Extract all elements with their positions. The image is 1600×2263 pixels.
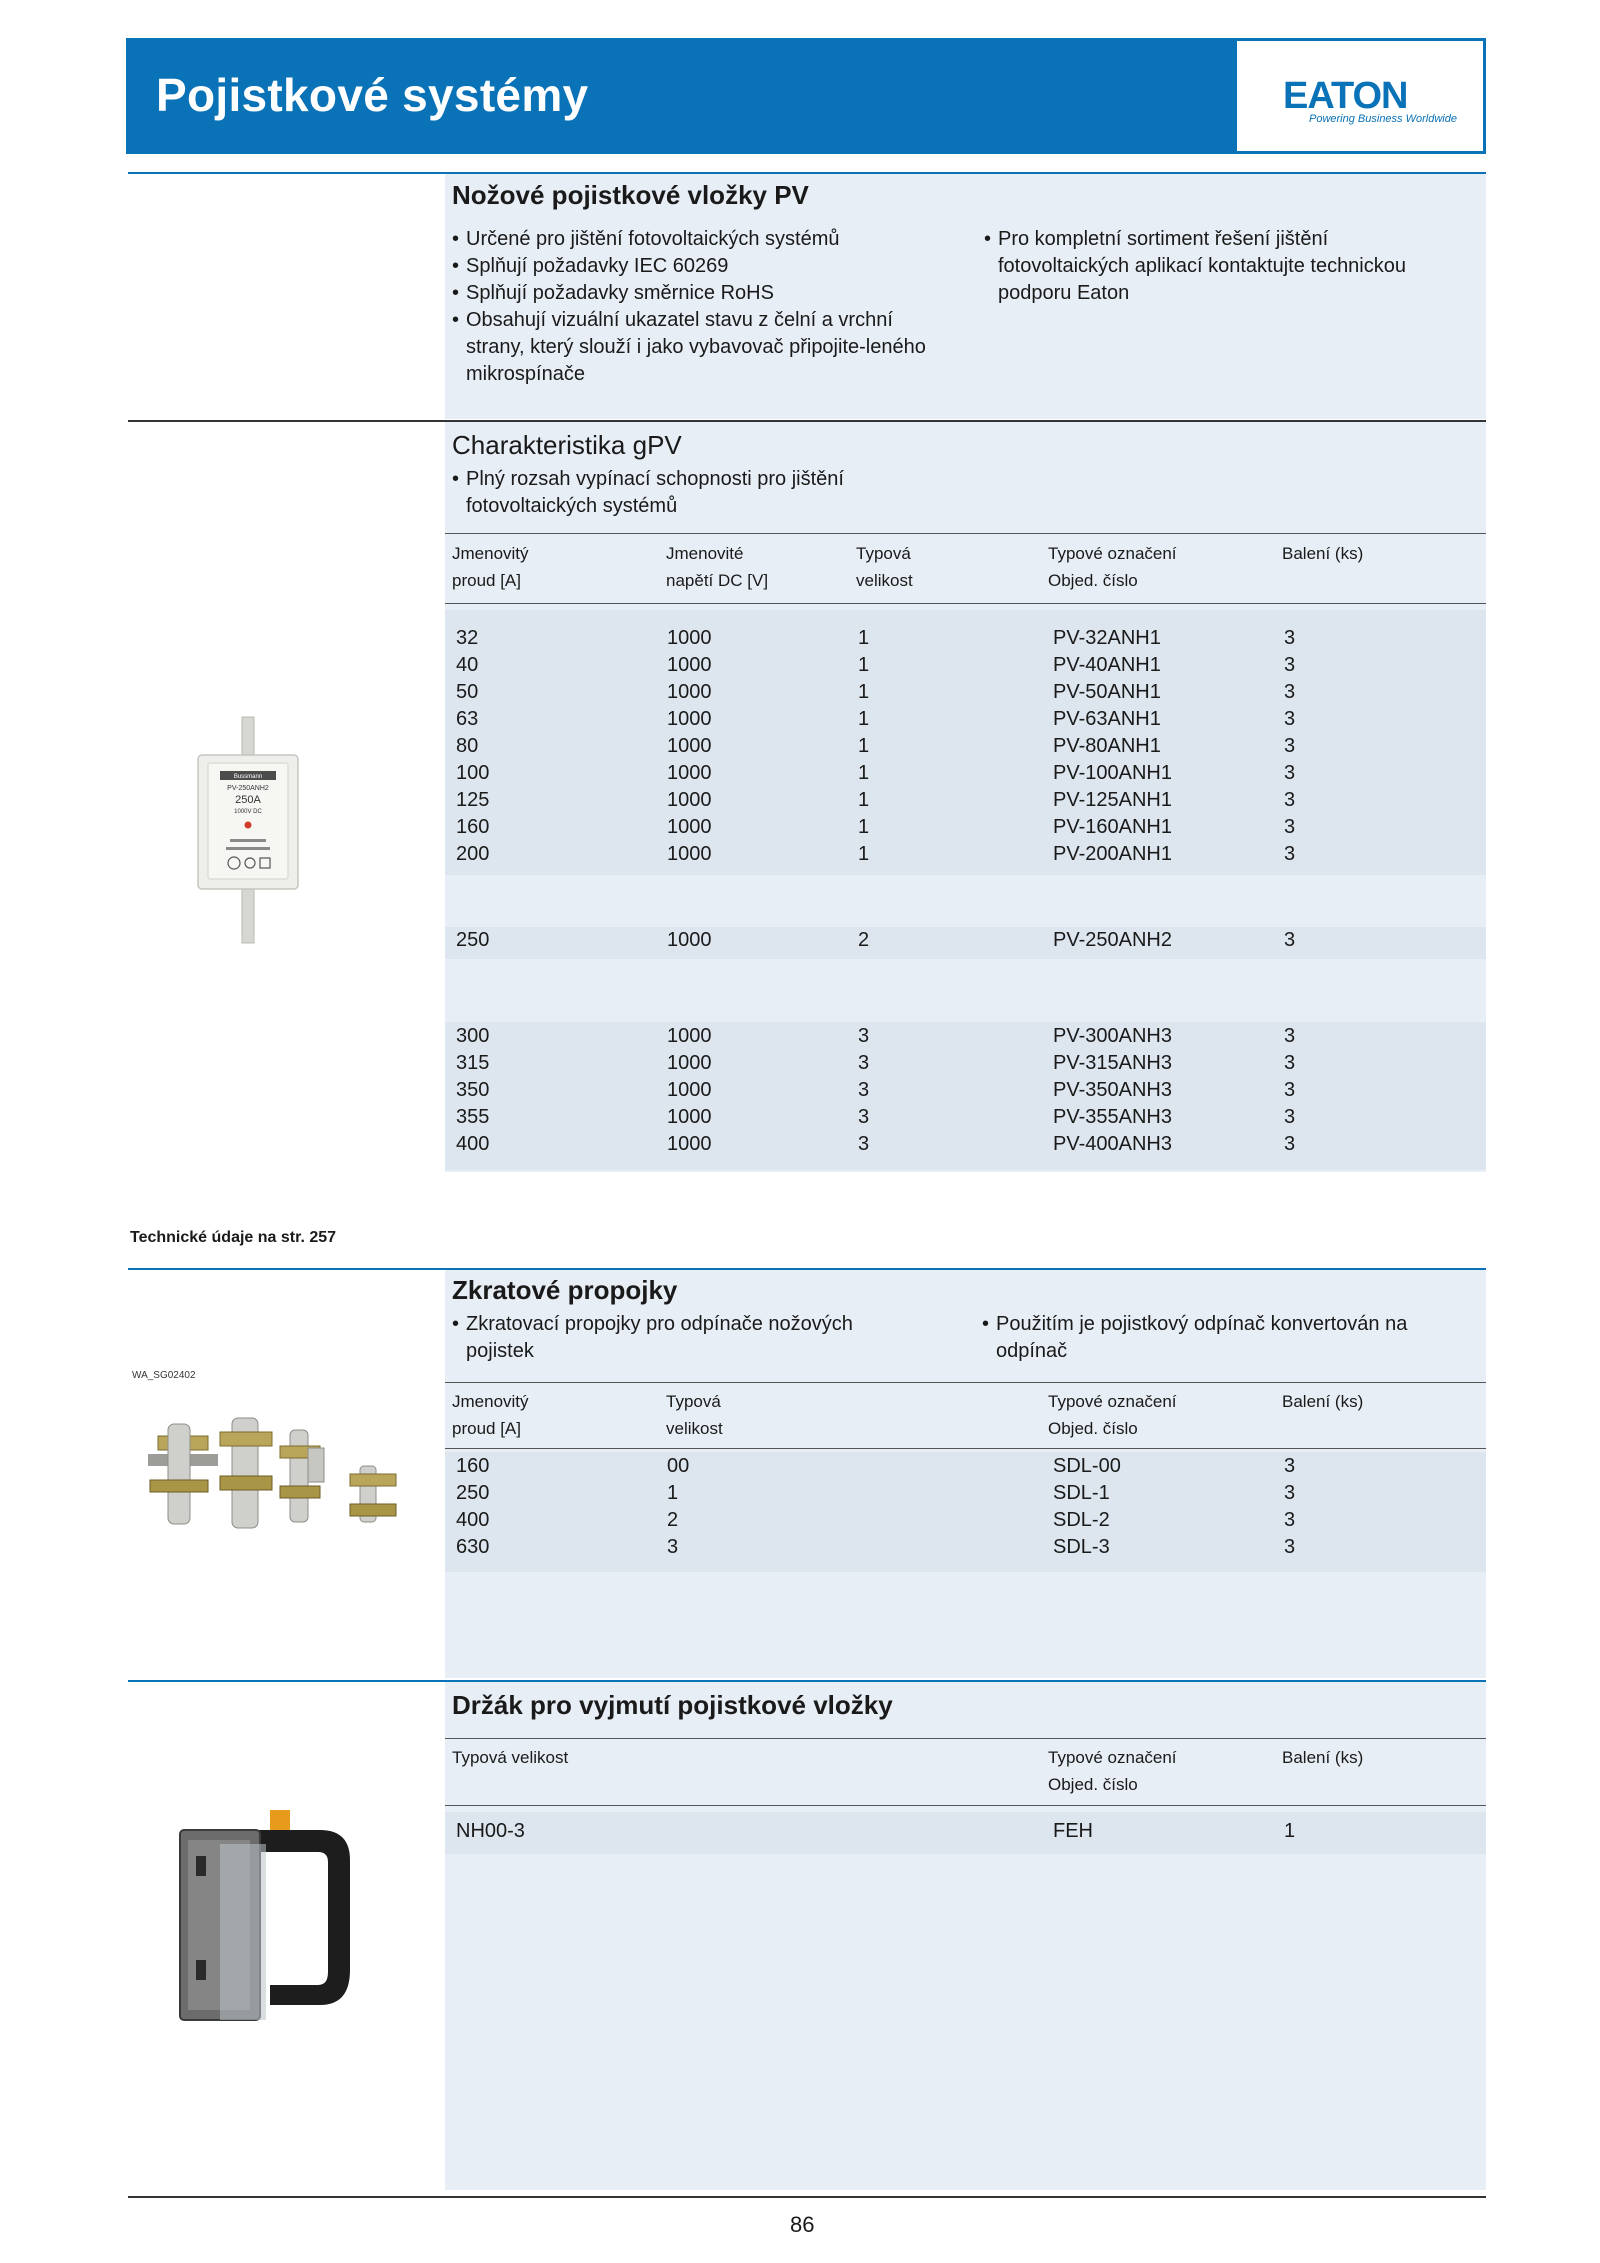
table-cell: 3 (1284, 1133, 1296, 1155)
table-cell: 1 (1284, 1820, 1296, 1842)
table-cell: SDL-00 (1053, 1455, 1121, 1477)
table-cell: 1 (667, 1482, 679, 1504)
table-header-rule (445, 1805, 1486, 1806)
section3-bullets-left (450, 1311, 910, 1365)
col-header: velikost (666, 1419, 723, 1438)
table-cell: 3 (667, 1536, 679, 1558)
table-cell: NH00-3 (456, 1820, 525, 1842)
table-header-rule (445, 1448, 1486, 1449)
table-cell: 3 (1284, 762, 1296, 784)
table-cell: 3 (1284, 1509, 1296, 1531)
table-cell: PV-40ANH1 (1053, 654, 1161, 676)
table-cell: 1 (858, 843, 870, 865)
table-cell: 3 (1284, 1106, 1296, 1128)
col-header: Jmenovitý (452, 1392, 529, 1411)
table-top-rule (445, 533, 1486, 534)
table-cell: 3 (1284, 1482, 1296, 1504)
col-header: proud [A] (452, 1419, 521, 1438)
col-header: Jmenovitý (452, 544, 529, 563)
table-cell: 63 (456, 708, 479, 730)
table-cell: 400 (456, 1133, 490, 1155)
table-cell: SDL-2 (1053, 1509, 1110, 1531)
table-row (0, 1052, 1600, 1079)
table-cell: 3 (1284, 1052, 1296, 1074)
section3-title: Zkratové propojky (452, 1275, 678, 1305)
table-cell: 125 (456, 789, 490, 811)
table-cell: 3 (1284, 1536, 1296, 1558)
table-cell: PV-63ANH1 (1053, 708, 1161, 730)
page-header (126, 38, 1486, 154)
col-header: Typové označení (1048, 544, 1177, 563)
table-cell: 350 (456, 1079, 490, 1101)
bullet-item: • Pro kompletní sortiment řešení jištění fotovoltaických aplikací kontaktujte technickou podporu Eaton (982, 226, 1462, 307)
table-cell: 40 (456, 654, 479, 676)
technical-data-note: Technické údaje na str. 257 (130, 1229, 337, 1246)
table-cell: 315 (456, 1052, 490, 1074)
table-cell: 3 (858, 1052, 870, 1074)
table-cell: 1000 (667, 681, 712, 703)
table-cell: PV-50ANH1 (1053, 681, 1161, 703)
table-cell: 1000 (667, 708, 712, 730)
table-row (0, 627, 1600, 654)
table-cell: 1000 (667, 816, 712, 838)
col-header: Objed. číslo (1048, 1775, 1138, 1794)
table-row (0, 1079, 1600, 1106)
table-cell: PV-355ANH3 (1053, 1106, 1172, 1128)
table-cell: PV-350ANH3 (1053, 1079, 1172, 1101)
footer-rule (128, 2196, 1486, 2198)
table-row (0, 1133, 1600, 1160)
table-cell: 3 (858, 1133, 870, 1155)
table-cell: PV-250ANH2 (1053, 929, 1172, 951)
fuse-voltage: 1000V DC (234, 809, 262, 815)
image-code: WA_SG02402 (132, 1370, 196, 1381)
bullet-item: • Použitím je pojistkový odpínač konvertován na odpínač (980, 1311, 1460, 1365)
section1-bullets-left (450, 226, 950, 388)
table-cell: PV-200ANH1 (1053, 843, 1172, 865)
table-cell: 3 (858, 1106, 870, 1128)
table-cell: 3 (1284, 708, 1296, 730)
col-header: Typové označení (1048, 1392, 1177, 1411)
section1-title: Nožové pojistkové vložky PV (452, 180, 809, 210)
table-cell: 3 (1284, 1455, 1296, 1477)
table-cell: 300 (456, 1025, 490, 1047)
table-cell: 1 (858, 654, 870, 676)
table-cell: 1000 (667, 654, 712, 676)
section2-title: Charakteristika gPV (452, 430, 682, 460)
table-cell: PV-80ANH1 (1053, 735, 1161, 757)
table-cell: 1000 (667, 762, 712, 784)
col-header: Typová velikost (452, 1748, 569, 1767)
table-cell: 250 (456, 929, 490, 951)
bullet-item: • Určené pro jištění fotovoltaických systémů (450, 226, 950, 253)
table-cell: FEH (1053, 1820, 1093, 1842)
col-header: Typová (666, 1392, 721, 1411)
table-top-rule (445, 1382, 1486, 1383)
table-cell: 1000 (667, 735, 712, 757)
section3-bullets-right (980, 1311, 1460, 1365)
table-cell: SDL-1 (1053, 1482, 1110, 1504)
page-number: 86 (790, 2212, 815, 2237)
table-cell: SDL-3 (1053, 1536, 1110, 1558)
col-header: Typové označení (1048, 1748, 1177, 1767)
table-cell: 160 (456, 1455, 490, 1477)
table-row (0, 1025, 1600, 1052)
section2-bullets (450, 466, 910, 520)
table-cell: 1000 (667, 1133, 712, 1155)
fuse-brand: Bussmann (233, 774, 263, 780)
fuse-model: PV-250ANH2 (227, 785, 269, 792)
fuse-puller-image (170, 1800, 350, 2040)
table-cell: 3 (858, 1079, 870, 1101)
table-cell: PV-125ANH1 (1053, 789, 1172, 811)
table-row (0, 681, 1600, 708)
table-cell: PV-160ANH1 (1053, 816, 1172, 838)
fuse-current: 250A (235, 794, 261, 806)
table-cell: 3 (1284, 789, 1296, 811)
table-cell: 3 (858, 1025, 870, 1047)
col-header: Balení (ks) (1282, 1748, 1364, 1767)
table-cell: 1 (858, 789, 870, 811)
table-cell: PV-300ANH3 (1053, 1025, 1172, 1047)
logo-wordmark: EATON (1283, 75, 1408, 117)
table-cell: 1 (858, 681, 870, 703)
table-cell: 3 (1284, 735, 1296, 757)
table-header-rule (445, 603, 1486, 604)
table-cell: 355 (456, 1106, 490, 1128)
col-header: proud [A] (452, 571, 521, 590)
col-header: Balení (ks) (1282, 544, 1364, 563)
bullet-item: • Splňují požadavky směrnice RoHS (450, 280, 950, 307)
bullet-item: • Plný rozsah vypínací schopnosti pro jištění fotovoltaických systémů (450, 466, 910, 520)
busbar-links-image (140, 1410, 440, 1540)
table-cell: 1000 (667, 929, 712, 951)
col-header: Jmenovité (666, 544, 744, 563)
table-cell: 1 (858, 708, 870, 730)
fuse-indicator (245, 822, 252, 829)
table-row (0, 1536, 1600, 1563)
col-header: napětí DC [V] (666, 571, 769, 590)
table-cell: 3 (1284, 681, 1296, 703)
table-top-rule (445, 1738, 1486, 1739)
table-cell: 1 (858, 735, 870, 757)
table-cell: 1000 (667, 627, 712, 649)
table-cell: 32 (456, 627, 479, 649)
table-cell: 3 (1284, 1079, 1296, 1101)
col-header: Balení (ks) (1282, 1392, 1364, 1411)
table-cell: 100 (456, 762, 490, 784)
table-cell: 50 (456, 681, 479, 703)
table-cell: 1000 (667, 1106, 712, 1128)
table-cell: 3 (1284, 929, 1296, 951)
table-cell: 200 (456, 843, 490, 865)
table-cell: PV-100ANH1 (1053, 762, 1172, 784)
table-cell: 2 (667, 1509, 679, 1531)
table-cell: 1000 (667, 1079, 712, 1101)
bullet-item: • Splňují požadavky IEC 60269 (450, 253, 950, 280)
table-cell: 400 (456, 1509, 490, 1531)
table-cell: 3 (1284, 627, 1296, 649)
table-cell: 3 (1284, 654, 1296, 676)
col-header: Typová (856, 544, 911, 563)
table-cell: 1 (858, 816, 870, 838)
page-title: Pojistkové systémy (156, 69, 589, 121)
section4-title: Držák pro vyjmutí pojistkové vložky (452, 1690, 893, 1720)
bullet-item: • Zkratovací propojky pro odpínače nožových pojistek (450, 1311, 910, 1365)
eaton-logo (1237, 41, 1483, 151)
table-cell: 1000 (667, 843, 712, 865)
table-row (0, 1106, 1600, 1133)
bullet-item: • Obsahují vizuální ukazatel stavu z čelní a vrchní strany, který slouží i jako vybavovač připojite-leného mikrospínače (450, 307, 950, 388)
table-cell: 1 (858, 627, 870, 649)
table-cell: 1000 (667, 789, 712, 811)
col-header: Objed. číslo (1048, 1419, 1138, 1438)
fuse-image (190, 715, 310, 945)
table-cell: PV-400ANH3 (1053, 1133, 1172, 1155)
table-cell: 1000 (667, 1052, 712, 1074)
table-cell: 00 (667, 1455, 690, 1477)
table-cell: 630 (456, 1536, 490, 1558)
table-cell: 160 (456, 816, 490, 838)
table-cell: 1000 (667, 1025, 712, 1047)
logo-tagline: Powering Business Worldwide (1309, 113, 1457, 125)
table-cell: 3 (1284, 843, 1296, 865)
table-cell: 80 (456, 735, 479, 757)
table-cell: PV-315ANH3 (1053, 1052, 1172, 1074)
col-header: Objed. číslo (1048, 571, 1138, 590)
section1-bullets-right (982, 226, 1462, 307)
table-cell: 3 (1284, 1025, 1296, 1047)
table-cell: 2 (858, 929, 870, 951)
table-cell: 250 (456, 1482, 490, 1504)
col-header: velikost (856, 571, 913, 590)
table-cell: 3 (1284, 816, 1296, 838)
table-cell: PV-32ANH1 (1053, 627, 1161, 649)
table-cell: 1 (858, 762, 870, 784)
table-row (0, 654, 1600, 681)
